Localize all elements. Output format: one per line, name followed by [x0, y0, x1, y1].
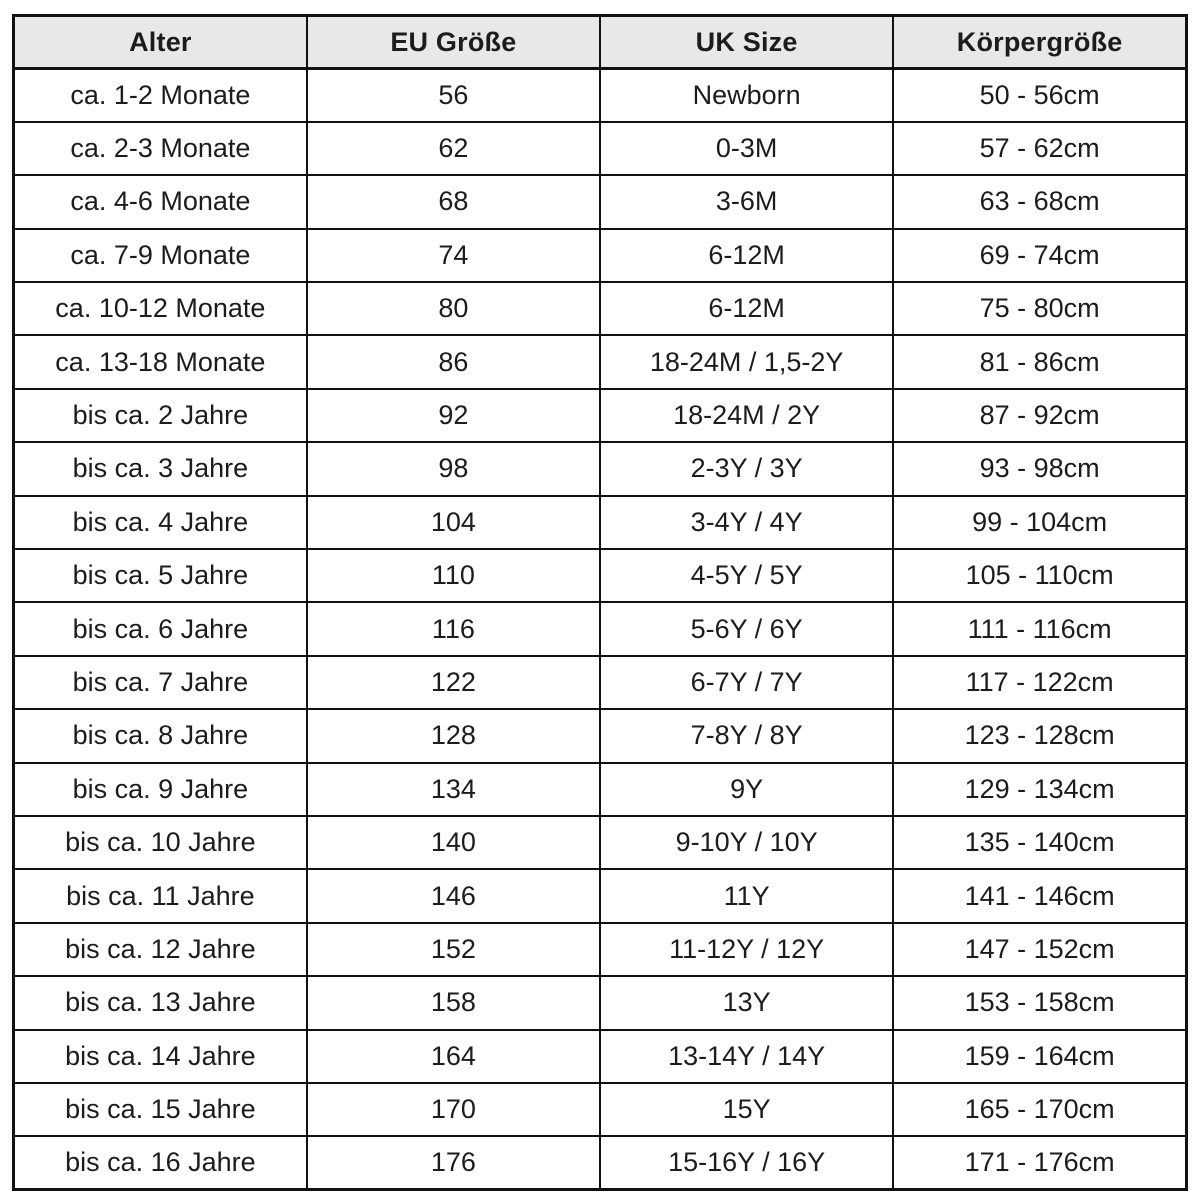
- table-row: [14, 869, 1187, 922]
- cell-uk-size: 18-24M / 2Y: [600, 389, 893, 442]
- cell-alter: ca. 10-12 Monate: [14, 282, 307, 335]
- header-cell-eu-groesse: EU Größe: [307, 16, 600, 69]
- cell-koerpergroesse: 105 - 110cm: [893, 549, 1186, 602]
- cell-uk-size: 3-6M: [600, 175, 893, 228]
- table-row: [14, 229, 1187, 282]
- cell-alter: bis ca. 5 Jahre: [14, 549, 307, 602]
- cell-uk-size: 13-14Y / 14Y: [600, 1030, 893, 1083]
- cell-uk-size: Newborn: [600, 69, 893, 122]
- cell-koerpergroesse: 99 - 104cm: [893, 496, 1186, 549]
- cell-eu-groesse: 152: [307, 923, 600, 976]
- cell-eu-groesse: 122: [307, 656, 600, 709]
- cell-eu-groesse: 86: [307, 335, 600, 388]
- cell-alter: bis ca. 3 Jahre: [14, 442, 307, 495]
- cell-uk-size: 11Y: [600, 869, 893, 922]
- cell-uk-size: 4-5Y / 5Y: [600, 549, 893, 602]
- cell-koerpergroesse: 129 - 134cm: [893, 763, 1186, 816]
- cell-koerpergroesse: 141 - 146cm: [893, 869, 1186, 922]
- cell-alter: bis ca. 6 Jahre: [14, 602, 307, 655]
- table-row: [14, 1136, 1187, 1189]
- table-row: [14, 656, 1187, 709]
- cell-eu-groesse: 116: [307, 602, 600, 655]
- cell-koerpergroesse: 93 - 98cm: [893, 442, 1186, 495]
- cell-alter: bis ca. 13 Jahre: [14, 976, 307, 1029]
- cell-eu-groesse: 146: [307, 869, 600, 922]
- table-row: [14, 442, 1187, 495]
- cell-koerpergroesse: 69 - 74cm: [893, 229, 1186, 282]
- cell-koerpergroesse: 57 - 62cm: [893, 122, 1186, 175]
- table-row: [14, 175, 1187, 228]
- cell-eu-groesse: 62: [307, 122, 600, 175]
- cell-alter: bis ca. 11 Jahre: [14, 869, 307, 922]
- cell-alter: bis ca. 8 Jahre: [14, 709, 307, 762]
- cell-alter: ca. 1-2 Monate: [14, 69, 307, 122]
- header-cell-alter: Alter: [14, 16, 307, 69]
- cell-alter: ca. 13-18 Monate: [14, 335, 307, 388]
- cell-alter: bis ca. 4 Jahre: [14, 496, 307, 549]
- cell-uk-size: 6-12M: [600, 229, 893, 282]
- cell-koerpergroesse: 87 - 92cm: [893, 389, 1186, 442]
- cell-koerpergroesse: 111 - 116cm: [893, 602, 1186, 655]
- cell-alter: bis ca. 2 Jahre: [14, 389, 307, 442]
- cell-alter: ca. 7-9 Monate: [14, 229, 307, 282]
- cell-koerpergroesse: 153 - 158cm: [893, 976, 1186, 1029]
- cell-uk-size: 2-3Y / 3Y: [600, 442, 893, 495]
- cell-koerpergroesse: 147 - 152cm: [893, 923, 1186, 976]
- table-row: [14, 389, 1187, 442]
- cell-koerpergroesse: 63 - 68cm: [893, 175, 1186, 228]
- table-row: [14, 923, 1187, 976]
- header-cell-koerpergroesse: Körpergröße: [893, 16, 1186, 69]
- table-row: [14, 816, 1187, 869]
- cell-uk-size: 3-4Y / 4Y: [600, 496, 893, 549]
- cell-uk-size: 9-10Y / 10Y: [600, 816, 893, 869]
- cell-uk-size: 6-7Y / 7Y: [600, 656, 893, 709]
- table-row: [14, 763, 1187, 816]
- table-row: [14, 122, 1187, 175]
- cell-eu-groesse: 104: [307, 496, 600, 549]
- cell-eu-groesse: 80: [307, 282, 600, 335]
- cell-alter: bis ca. 9 Jahre: [14, 763, 307, 816]
- table-row: [14, 282, 1187, 335]
- cell-alter: bis ca. 16 Jahre: [14, 1136, 307, 1189]
- table-row: [14, 602, 1187, 655]
- cell-alter: bis ca. 10 Jahre: [14, 816, 307, 869]
- table-row: [14, 976, 1187, 1029]
- cell-uk-size: 13Y: [600, 976, 893, 1029]
- cell-eu-groesse: 98: [307, 442, 600, 495]
- cell-uk-size: 6-12M: [600, 282, 893, 335]
- cell-koerpergroesse: 123 - 128cm: [893, 709, 1186, 762]
- cell-eu-groesse: 170: [307, 1083, 600, 1136]
- cell-uk-size: 11-12Y / 12Y: [600, 923, 893, 976]
- cell-eu-groesse: 92: [307, 389, 600, 442]
- cell-uk-size: 0-3M: [600, 122, 893, 175]
- header-row: [14, 16, 1187, 69]
- cell-alter: bis ca. 15 Jahre: [14, 1083, 307, 1136]
- cell-koerpergroesse: 75 - 80cm: [893, 282, 1186, 335]
- cell-eu-groesse: 110: [307, 549, 600, 602]
- cell-koerpergroesse: 159 - 164cm: [893, 1030, 1186, 1083]
- cell-koerpergroesse: 165 - 170cm: [893, 1083, 1186, 1136]
- header-cell-uk-size: UK Size: [600, 16, 893, 69]
- cell-eu-groesse: 134: [307, 763, 600, 816]
- cell-alter: bis ca. 7 Jahre: [14, 656, 307, 709]
- table-row: [14, 1083, 1187, 1136]
- cell-eu-groesse: 68: [307, 175, 600, 228]
- table-row: [14, 69, 1187, 122]
- table-row: [14, 496, 1187, 549]
- cell-koerpergroesse: 81 - 86cm: [893, 335, 1186, 388]
- cell-koerpergroesse: 50 - 56cm: [893, 69, 1186, 122]
- size-chart-table: [12, 14, 1188, 1191]
- table-row: [14, 1030, 1187, 1083]
- cell-eu-groesse: 56: [307, 69, 600, 122]
- cell-koerpergroesse: 171 - 176cm: [893, 1136, 1186, 1189]
- cell-eu-groesse: 74: [307, 229, 600, 282]
- cell-eu-groesse: 176: [307, 1136, 600, 1189]
- cell-koerpergroesse: 117 - 122cm: [893, 656, 1186, 709]
- cell-uk-size: 5-6Y / 6Y: [600, 602, 893, 655]
- cell-alter: ca. 2-3 Monate: [14, 122, 307, 175]
- cell-uk-size: 9Y: [600, 763, 893, 816]
- cell-alter: bis ca. 14 Jahre: [14, 1030, 307, 1083]
- cell-eu-groesse: 128: [307, 709, 600, 762]
- cell-uk-size: 15-16Y / 16Y: [600, 1136, 893, 1189]
- cell-eu-groesse: 158: [307, 976, 600, 1029]
- table-row: [14, 549, 1187, 602]
- cell-uk-size: 15Y: [600, 1083, 893, 1136]
- cell-uk-size: 7-8Y / 8Y: [600, 709, 893, 762]
- table-row: [14, 709, 1187, 762]
- cell-koerpergroesse: 135 - 140cm: [893, 816, 1186, 869]
- cell-alter: ca. 4-6 Monate: [14, 175, 307, 228]
- table-header: [14, 16, 1187, 69]
- table-body: [14, 69, 1187, 1190]
- cell-eu-groesse: 140: [307, 816, 600, 869]
- table-row: [14, 335, 1187, 388]
- cell-alter: bis ca. 12 Jahre: [14, 923, 307, 976]
- cell-eu-groesse: 164: [307, 1030, 600, 1083]
- cell-uk-size: 18-24M / 1,5-2Y: [600, 335, 893, 388]
